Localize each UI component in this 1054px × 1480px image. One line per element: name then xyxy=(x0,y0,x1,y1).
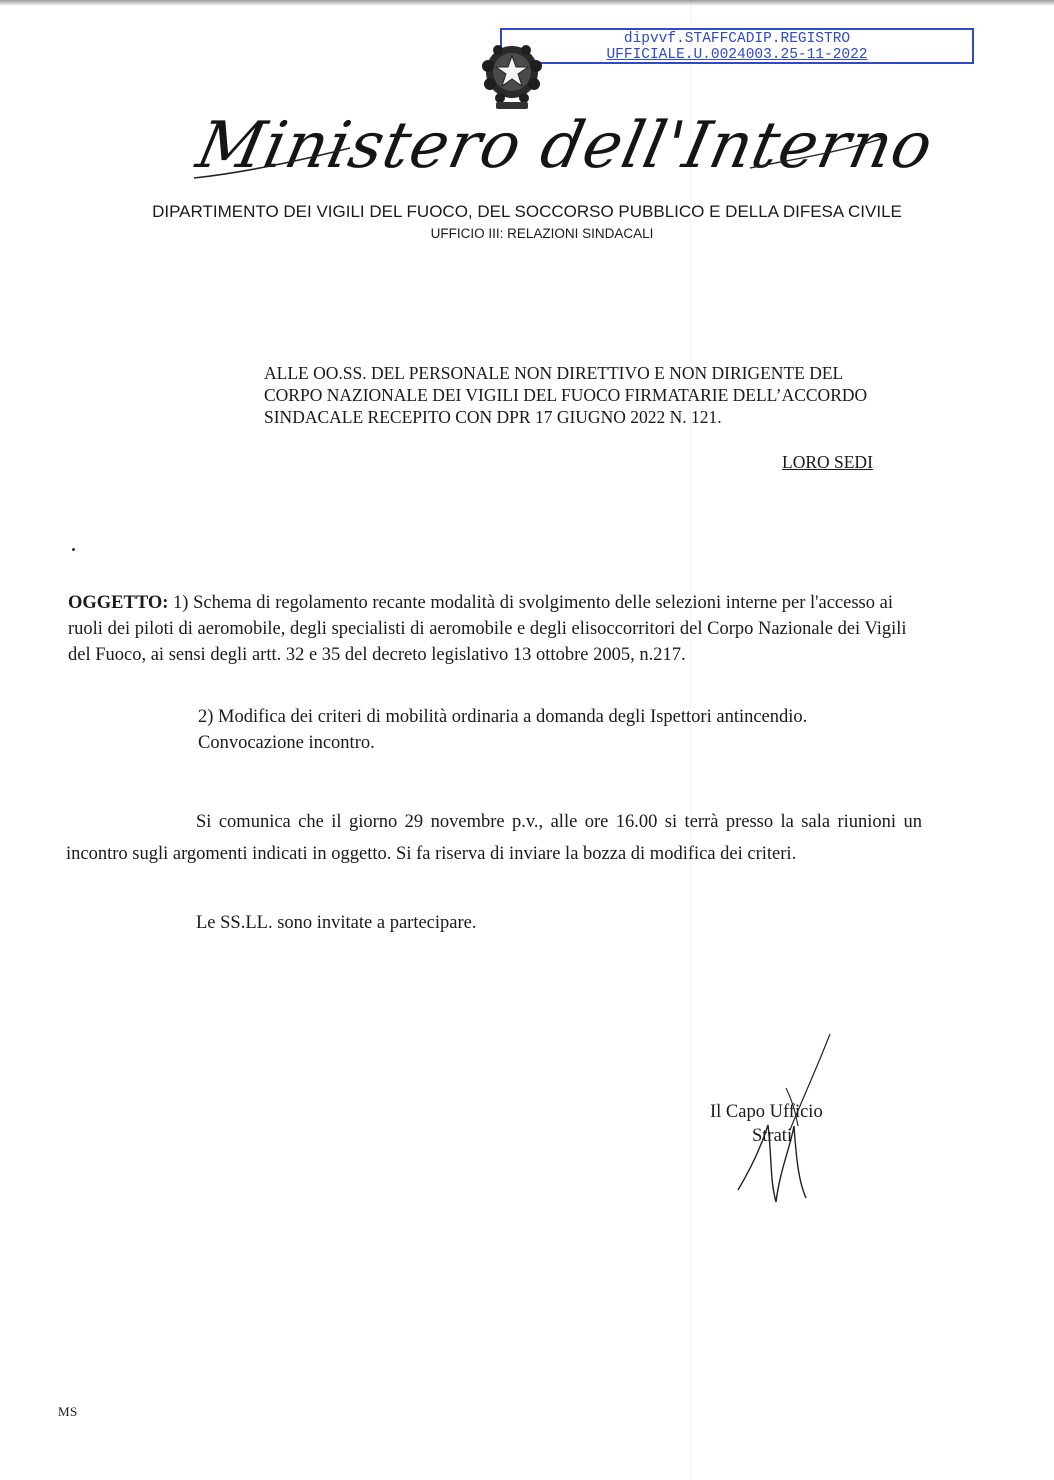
ministry-title: Ministero dell'Interno xyxy=(190,109,940,183)
subject-item-2 xyxy=(198,704,938,756)
recipient-line: ALLE OO.SS. DEL PERSONALE NON DIRETTIVO E NON DIRIGENTE DEL xyxy=(264,363,844,383)
italian-republic-emblem-icon xyxy=(474,36,550,116)
recipient-line: CORPO NAZIONALE DEI VIGILI DEL FUOCO FIRMATARIE DELL’ACCORDO xyxy=(264,385,868,405)
body-paragraph: Si comunica che il giorno 29 novembre p.v., alle ore 16.00 si terrà presso la sala riunioni un incontro sugli argomenti indicati in oggetto. Si fa riserva di inviare la bozza di modifica dei criteri. xyxy=(66,812,922,864)
ministry-title-flourish xyxy=(190,128,890,188)
stray-dot-mark xyxy=(72,548,75,551)
signature-title: Il Capo Ufficio xyxy=(710,1102,823,1122)
subject-block xyxy=(68,590,928,668)
subject-item-1: 1) Schema di regolamento recante modalità di svolgimento delle selezioni interne per l'accesso ai ruoli dei piloti di aeromobile, degli specialisti di aeromobile e degli elisoccorritori del Corpo Nazionale dei Vigili del Fuoco, ai sensi degli artt. 32 e 35 del decreto legislativo 13 ottobre 2005, n.217. xyxy=(68,593,907,665)
signature-name: Strati xyxy=(752,1126,793,1146)
department-heading: DIPARTIMENTO DEI VIGILI DEL FUOCO, DEL SOCCORSO PUBBLICO E DELLA DIFESA CIVILE xyxy=(152,202,902,221)
subject-label: OGGETTO: xyxy=(68,593,169,613)
subject-item-2-line-2: Convocazione incontro. xyxy=(198,733,375,753)
protocol-line-2: UFFICIALE.U.0024003.25-11-2022 xyxy=(606,47,868,63)
protocol-line-1: dipvvf.STAFFCADIP.REGISTRO xyxy=(623,31,851,47)
recipient-block xyxy=(264,362,984,428)
recipient-line: SINDACALE RECEPITO CON DPR 17 GIUGNO 2022 N. 121. xyxy=(264,407,722,427)
author-initials: MS xyxy=(58,1404,78,1419)
office-heading: UFFICIO III: RELAZIONI SINDACALI xyxy=(430,226,654,241)
loro-sedi: LORO SEDI xyxy=(782,452,873,472)
closing-line: Le SS.LL. sono invitate a partecipare. xyxy=(196,913,477,933)
protocol-stamp xyxy=(500,28,974,64)
subject-item-2-line-1: 2) Modifica dei criteri di mobilità ordinaria a domanda degli Ispettori antincendio. xyxy=(198,707,808,727)
scan-top-edge xyxy=(0,0,1054,6)
